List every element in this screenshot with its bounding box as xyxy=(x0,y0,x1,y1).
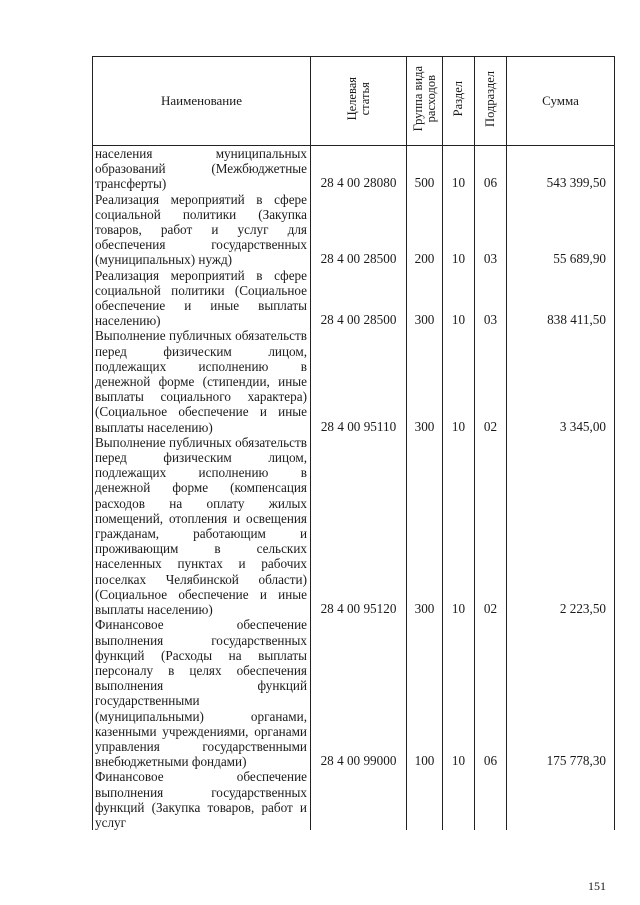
row-subsection: 02 xyxy=(475,435,507,617)
row-target-article xyxy=(311,769,407,830)
table-row xyxy=(93,769,615,830)
header-target-article-label: Целевая статья xyxy=(344,77,372,121)
row-sum: 3 345,00 xyxy=(507,328,615,434)
row-expense-group xyxy=(407,769,443,830)
row-section: 10 xyxy=(443,435,475,617)
budget-table xyxy=(92,56,615,830)
row-expense-group: 200 xyxy=(407,192,443,268)
row-target-article: 28 4 00 28500 xyxy=(311,268,407,329)
row-section: 10 xyxy=(443,328,475,434)
row-subsection: 06 xyxy=(475,146,507,192)
row-expense-group: 300 xyxy=(407,328,443,434)
row-sum: 543 399,50 xyxy=(507,146,615,192)
header-section xyxy=(443,57,475,146)
table-row xyxy=(93,268,615,329)
row-name: Реализация мероприятий в сфере социальной политики (Социальное обеспечение и иные выплаты населению) xyxy=(93,268,311,329)
row-section: 10 xyxy=(443,192,475,268)
table-row xyxy=(93,192,615,268)
row-subsection: 03 xyxy=(475,268,507,329)
budget-table-container xyxy=(92,56,614,830)
row-name: населения муниципальных образований (Межбюджетные трансферты) xyxy=(93,146,311,192)
table-row xyxy=(93,146,615,192)
row-target-article: 28 4 00 28080 xyxy=(311,146,407,192)
row-sum: 838 411,50 xyxy=(507,268,615,329)
header-name: Наименование xyxy=(93,57,311,146)
row-expense-group: 100 xyxy=(407,617,443,769)
table-header-row xyxy=(93,57,615,146)
row-name: Финансовое обеспечение выполнения государственных функций (Закупка товаров, работ и услуг xyxy=(93,769,311,830)
row-section: 10 xyxy=(443,617,475,769)
row-subsection: 03 xyxy=(475,192,507,268)
row-target-article: 28 4 00 99000 xyxy=(311,617,407,769)
row-target-article: 28 4 00 95110 xyxy=(311,328,407,434)
row-section: 10 xyxy=(443,146,475,192)
table-row xyxy=(93,328,615,434)
row-subsection xyxy=(475,769,507,830)
row-name: Финансовое обеспечение выполнения государственных функций (Расходы на выплаты персоналу в целях обеспечения выполнения функций государственными (муниципальными) органами, казенными учреждениями, органами управления государственными внебюджетными фондами) xyxy=(93,617,311,769)
row-expense-group: 300 xyxy=(407,268,443,329)
table-row xyxy=(93,617,615,769)
row-sum: 2 223,50 xyxy=(507,435,615,617)
header-expense-group xyxy=(407,57,443,146)
row-name: Выполнение публичных обязательств перед физическим лицом, подлежащих исполнению в денежной форме (компенсация расходов на оплату жилых помещений, отопления и освещения гражданам, работающим и проживающим в сельских населенных пунктах и рабочих поселках Челябинской области) (Социальное обеспечение и иные выплаты населению) xyxy=(93,435,311,617)
table-row xyxy=(93,435,615,617)
header-subsection-label: Подраздел xyxy=(483,71,497,127)
row-expense-group: 300 xyxy=(407,435,443,617)
row-subsection: 06 xyxy=(475,617,507,769)
row-section: 10 xyxy=(443,268,475,329)
row-subsection: 02 xyxy=(475,328,507,434)
row-sum: 175 778,30 xyxy=(507,617,615,769)
header-target-article xyxy=(311,57,407,146)
row-target-article: 28 4 00 28500 xyxy=(311,192,407,268)
row-name: Выполнение публичных обязательств перед физическим лицом, подлежащих исполнению в денежной форме (стипендии, иные выплаты социального характера) (Социальное обеспечение и иные выплаты населению) xyxy=(93,328,311,434)
row-sum: 55 689,90 xyxy=(507,192,615,268)
row-section xyxy=(443,769,475,830)
header-sum: Сумма xyxy=(507,57,615,146)
header-subsection xyxy=(475,57,507,146)
row-expense-group: 500 xyxy=(407,146,443,192)
row-name: Реализация мероприятий в сфере социальной политики (Закупка товаров, работ и услуг для обеспечения государственных (муниципальных) нужд) xyxy=(93,192,311,268)
page-number: 151 xyxy=(588,879,606,893)
header-expense-group-label: Группа вида расходов xyxy=(410,66,438,132)
row-sum xyxy=(507,769,615,830)
row-target-article: 28 4 00 95120 xyxy=(311,435,407,617)
header-section-label: Раздел xyxy=(451,81,465,117)
